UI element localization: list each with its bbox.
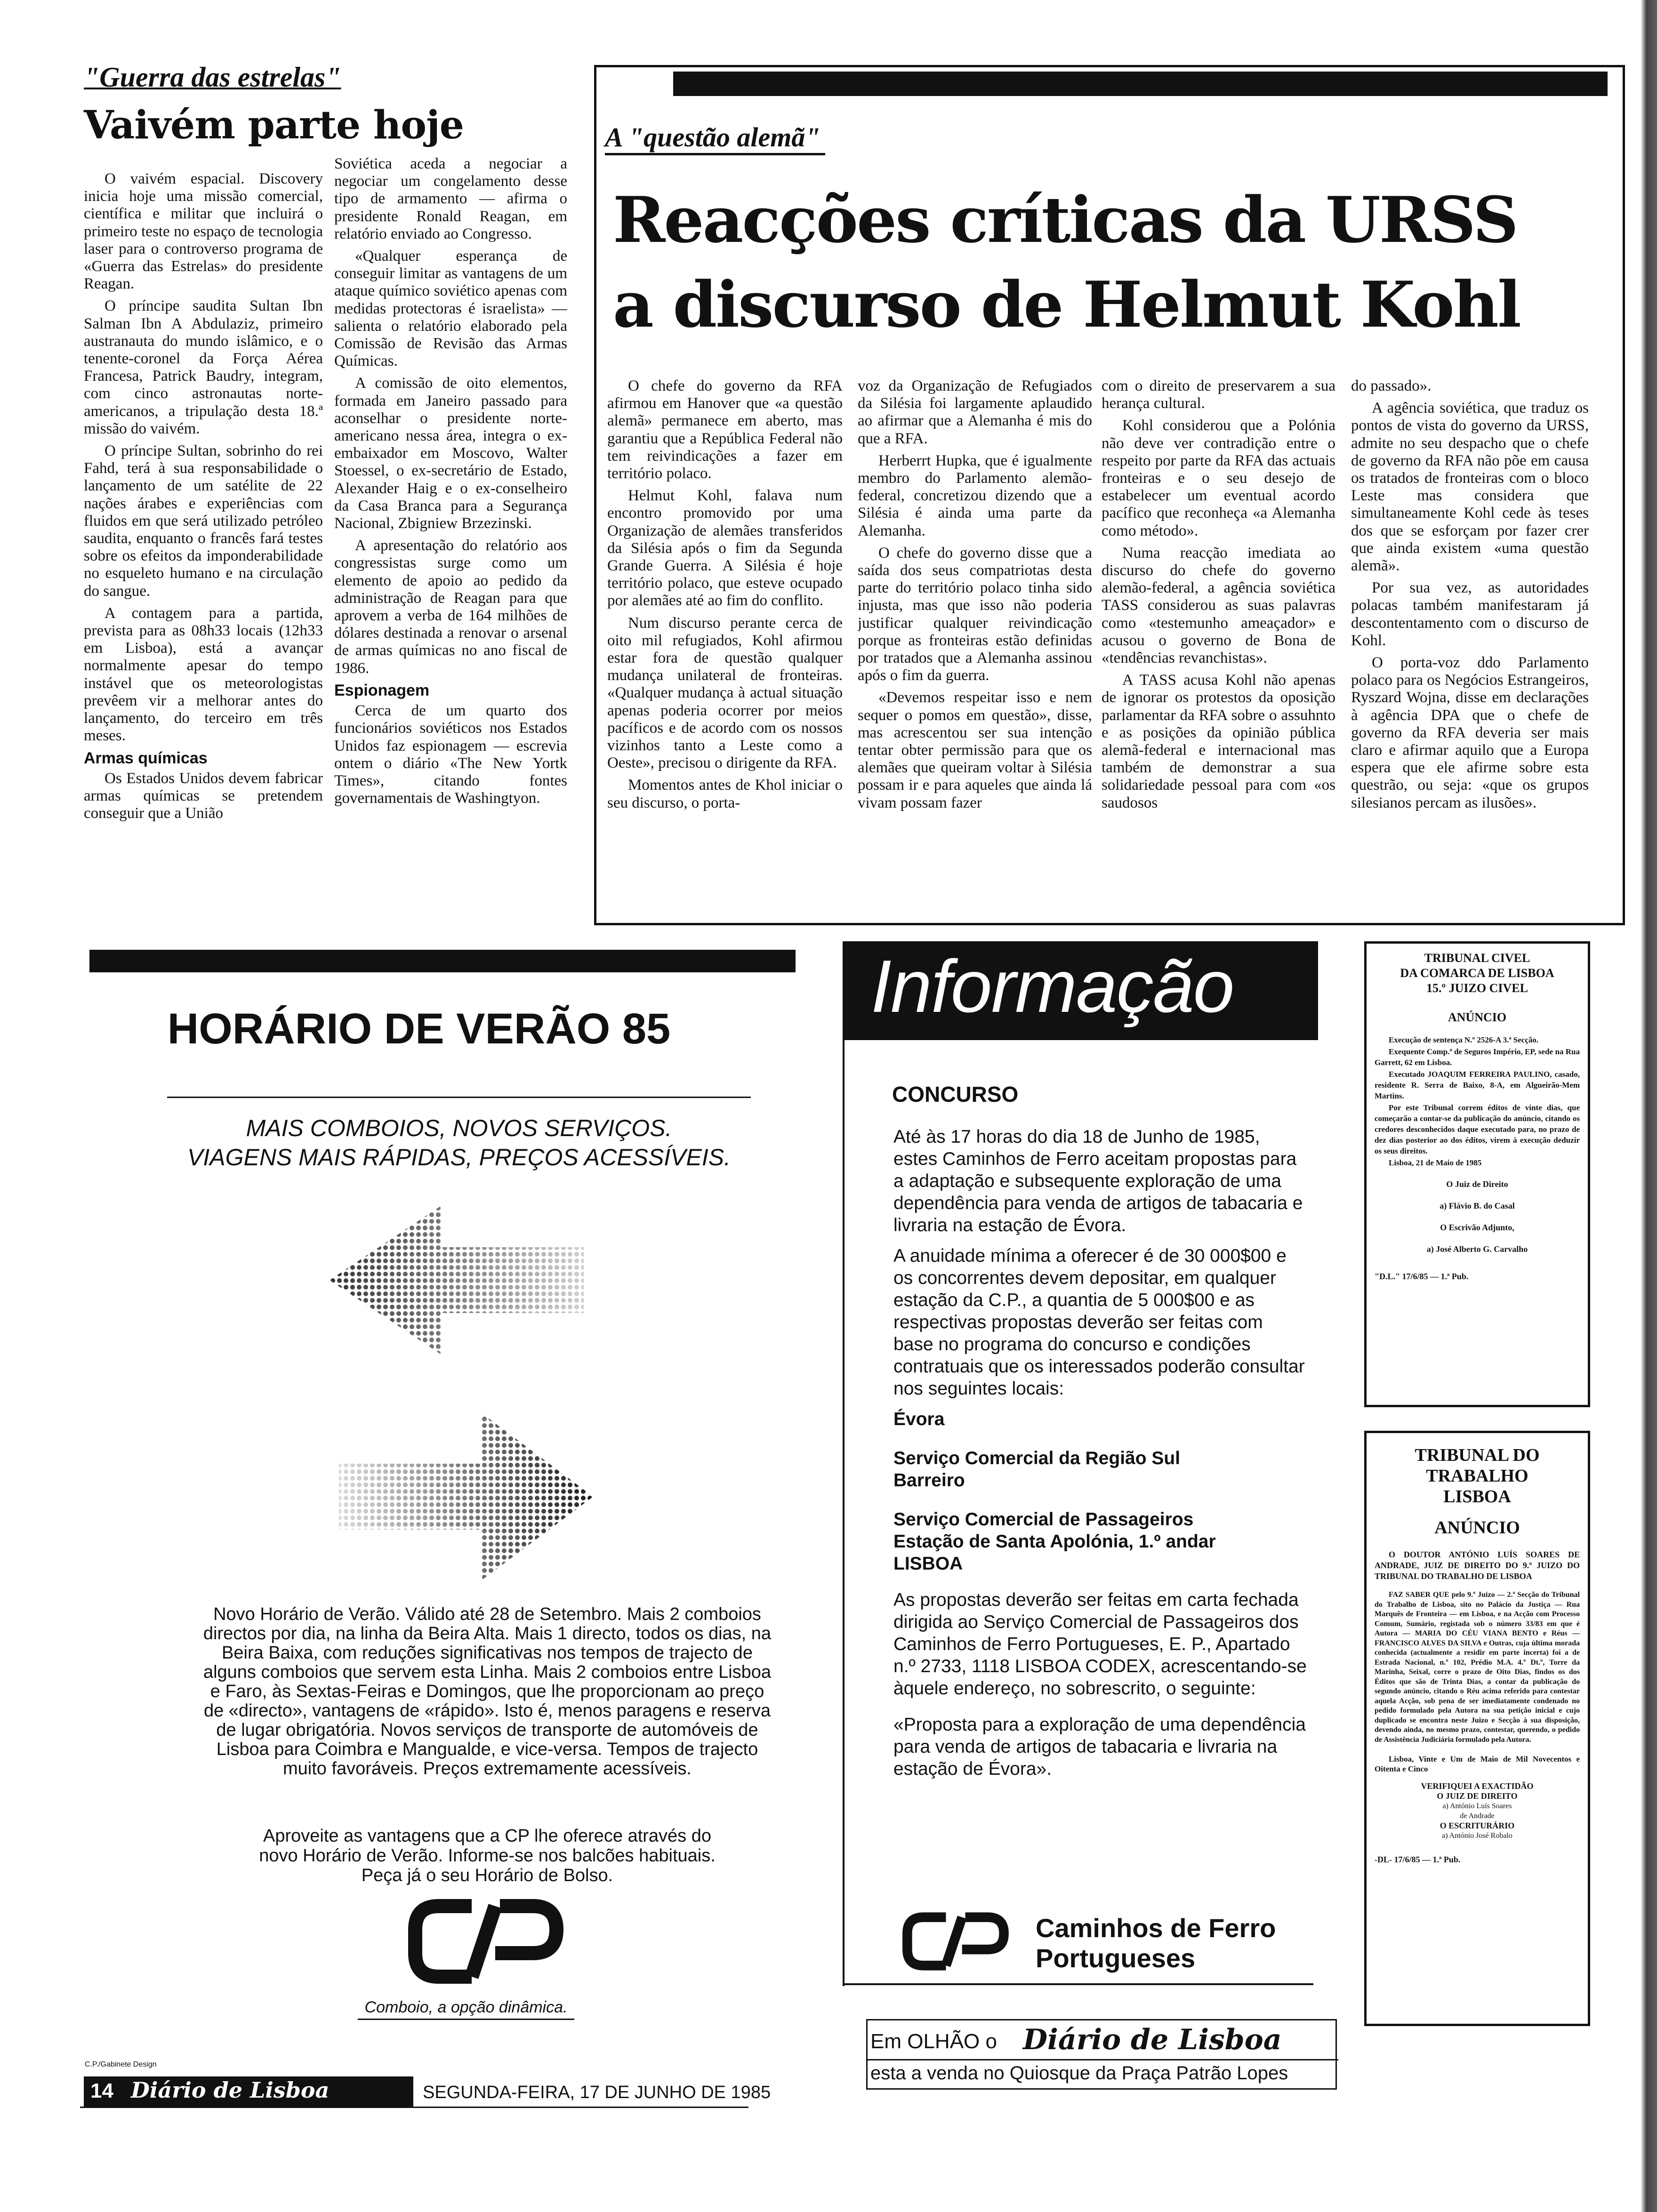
paragraph: Os Estados Unidos devem fabricar armas químicas se pretendem conseguir que a União bbox=[84, 769, 323, 822]
article1-col2 bbox=[334, 155, 567, 923]
paragraph: O chefe do governo da RFA afirmou em Hanover que «a questão alemã» permanece em aberto, mas garantiu que a República Federal não tem reivindicações a fazer em território polaco. bbox=[607, 377, 843, 482]
paragraph: Helmut Kohl, falava num encontro promovido por uma Organização de alemães transferidos da Silésia após o fim da Segunda Grande Guerra. A Silésia é hoje território polaco, que esteve ocupado por alemães até ao fim do conflito. bbox=[607, 487, 843, 609]
horario-title: HORÁRIO DE VERÃO 85 bbox=[167, 1005, 671, 1053]
cp-name-line1: Caminhos de Ferro bbox=[1036, 1913, 1276, 1943]
paragraph: Herberrt Hupka, que é igualmente membro do Parlamento alemão-federal, concretizou dizendo que a Silésia é ainda uma parte da Alemanha. bbox=[858, 452, 1092, 539]
footer-paper-name: Diário de Lisboa bbox=[131, 2077, 330, 2103]
horario-top-bar bbox=[89, 950, 796, 972]
notice2-court: TRIBUNAL DO bbox=[1415, 1445, 1540, 1465]
page-edge bbox=[1633, 0, 1657, 2212]
paragraph: A contagem para a partida, prevista para as 08h33 locais (12h33 em Lisboa), está a avançar normalmente apesar do tempo instável que os meteorologistas prevêem vir a melhorar antes do lançamento, do terceiro em três meses. bbox=[84, 604, 323, 745]
notice1-court-2: DA COMARCA DE LISBOA bbox=[1400, 966, 1554, 980]
article1-headline: Vaivém parte hoje bbox=[84, 103, 464, 148]
promo-text2: esta a venda no Quiosque da Praça Patrão Lopes bbox=[870, 2063, 1288, 2084]
paragraph: As propostas deverão ser feitas em carta fechada dirigida ao Serviço Comercial de Passageiros dos Caminhos de Ferro Portugueses, E. P., Apartado n.º 2733, 1118 LISBOA CODEX, acrescentando-se àquele endereço, no sobrescrito, o seguinte: bbox=[893, 1590, 1307, 1699]
paragraph: Por sua vez, as autoridades polacas também manifestaram já descontentamento com o discurso de Kohl. bbox=[1351, 579, 1589, 649]
paragraph: Kohl considerou que a Polónia não deve ver contradição entre o respeito por parte da RFA das actuais fronteiras e o seu desejo de estabelecer um eventual acordo pacífico que reconheça «a Alemanha como método». bbox=[1102, 417, 1335, 539]
horario-tagline1: MAIS COMBOIOS, NOVOS SERVIÇOS. bbox=[246, 1115, 672, 1141]
horario-tagline2: VIAGENS MAIS RÁPIDAS, PREÇOS ACESSÍVEIS. bbox=[187, 1144, 731, 1170]
notice1-pub: "D.L." 17/6/85 — 1.ª Pub. bbox=[1375, 1272, 1469, 1281]
subhead: Armas químicas bbox=[84, 749, 208, 767]
notice2-sig1-name-2: de Andrade bbox=[1460, 1812, 1495, 1820]
paragraph: do passado». bbox=[1351, 377, 1432, 394]
paragraph: Executado JOAQUIM FERREIRA PAULINO, casado, residente R. Serra de Baixo, 8-A, em Algueirão-Mem Martins. bbox=[1375, 1070, 1580, 1100]
left-arrow-icon bbox=[330, 1205, 584, 1355]
footer-rule bbox=[80, 2107, 748, 2108]
notice1-court: TRIBUNAL CIVEL bbox=[1424, 951, 1530, 965]
paragraph: com o direito de preservarem a sua herança cultural. bbox=[1102, 377, 1335, 412]
notice1-sig1-name: a) Flávio B. do Casal bbox=[1440, 1201, 1515, 1210]
notice2-verify: VERIFIQUEI A EXACTIDÃO bbox=[1421, 1781, 1534, 1791]
promo-underline bbox=[868, 2059, 1338, 2060]
paragraph: A comissão de oito elementos, formada em Janeiro passado para aconselhar o presidente norte-americano nessa área, integra o ex-embaixador em Moscovo, Walter Stoessel, o ex-secretário de Estado, Alexander Haig e o ex-conselheiro da Casa Branca para a Segurança Nacional, Zbigniew Brzezinski. bbox=[334, 375, 567, 532]
paragraph: Execução de sentença N.º 2526-A 3.ª Secção. bbox=[1389, 1035, 1539, 1044]
right-arrow-icon bbox=[339, 1412, 593, 1581]
cp-name-line2: Portugueses bbox=[1036, 1943, 1196, 1973]
paragraph: O príncipe saudita Sultan Ibn Salman Ibn A Abdulaziz, primeiro austranauta do mundo islâmico, e o tenente-coronel da Força Aérea Francesa, Patrick Baudry, integram, com cinco astronautas norte-americanos, a tripulação desta 18.ª missão do vaivém. bbox=[84, 297, 323, 437]
notice2-sig2-name: a) António José Robalo bbox=[1442, 1832, 1512, 1840]
article2-kicker: A "questão alemã" bbox=[605, 121, 825, 155]
informacao-banner bbox=[843, 941, 1318, 1040]
notice2-intro: O DOUTOR ANTÓNIO LUÍS SOARES DE ANDRADE, JUIZ DE DIREITO DO 9.º JUIZO DO TRIBUNAL DO TRABALHO DE LISBOA bbox=[1375, 1550, 1580, 1581]
informacao-body bbox=[893, 1126, 1308, 1788]
paragraph: «Devemos respeitar isso e nem sequer o pomos em questão», disse, mas acrescentou ser sua intenção tentar obter permissão para que os alemães que queiram voltar à Silésia possam ir e para aqueles que ainda lá vivam possam fazer bbox=[858, 689, 1092, 811]
notice2-sig2: O ESCRITURÁRIO bbox=[1440, 1821, 1515, 1830]
promo-text1: Em OLHÃO o bbox=[870, 2030, 997, 2053]
notice2-title: ANÚNCIO bbox=[1434, 1518, 1520, 1538]
horario-credit: C.P./Gabinete Design bbox=[85, 2060, 157, 2068]
location-barreiro-line2: Barreiro bbox=[893, 1470, 965, 1491]
article2-col4 bbox=[1351, 377, 1589, 919]
article1-col1 bbox=[84, 170, 323, 923]
notice1-inner bbox=[1375, 951, 1580, 1282]
paragraph: Exequente Comp.ª de Seguros Império, EP, sede na Rua Garrett, 62 em Lisboa. bbox=[1375, 1047, 1580, 1067]
notice2-sig1-name: a) António Luís Soares bbox=[1442, 1802, 1512, 1810]
location-lisboa-line3: LISBOA bbox=[893, 1554, 963, 1574]
paragraph: Cerca de um quarto dos funcionários soviéticos nos Estados Unidos faz espionagem — escrevia ontem o diário «The New Yortk Times», citando fontes governamentais de Washingtyon. bbox=[334, 702, 567, 807]
horario-body1: Novo Horário de Verão. Válido até 28 de Setembro. Mais 2 comboios directos por dia, na linha da Beira Alta. Mais 1 directo, todos os dias, na Beira Baixa, com reduções significativas nos tempos de trajecto de alguns comboios que servem esta Linha. Mais 2 comboios entre Lisboa e Faro, às Sextas-Feiras e Domingos, que lhe proporcionam ao preço de «directo», vantagens de «rápido». Isto é, menos paragens e reserva de lugar obrigatória. Novos serviços de transporte de automóveis de Lisboa para Coimbra e Mangualde, e vice-versa. Tempos de trajecto muito favoráveis. Preços extremamente acessíveis. bbox=[203, 1604, 772, 1779]
promo-logo: Diário de Lisboa bbox=[1023, 2023, 1282, 2056]
location-lisboa-line2: Estação de Santa Apolónia, 1.º andar bbox=[893, 1531, 1216, 1552]
paragraph: voz da Organização de Refugiados da Silésia foi largamente aplaudido ao afirmar que a Alemanha é mis do que a RFA. bbox=[858, 377, 1092, 447]
promo-box bbox=[866, 2019, 1337, 2090]
paragraph: Lisboa, 21 de Maio de 1985 bbox=[1389, 1158, 1482, 1167]
paragraph: «Qualquer esperança de conseguir limitar as vantagens de um ataque químico soviético apenas com medidas protectoras é israelista» — salienta o relatório elaborado pela Comissão de Revisão das Armas Químicas. bbox=[334, 248, 567, 370]
article2-col3 bbox=[1102, 377, 1335, 919]
article2-col1 bbox=[607, 377, 843, 919]
notice2-date: Lisboa, Vinte e Um de Maio de Mil Novecentos e Oitenta e Cinco bbox=[1375, 1755, 1580, 1773]
horario-rule bbox=[167, 1097, 751, 1098]
notice2-court-2: TRABALHO bbox=[1426, 1466, 1528, 1486]
notice2-inner bbox=[1375, 1445, 1580, 1865]
informacao-bottom-border bbox=[843, 1983, 1313, 1985]
informacao-left-border bbox=[843, 1040, 845, 1986]
notice2-pub: -DL- 17/6/85 — 1.ª Pub. bbox=[1375, 1855, 1461, 1864]
article2-top-bar bbox=[673, 72, 1608, 96]
notice1-court-3: 15.º JUIZO CIVEL bbox=[1426, 981, 1528, 995]
paragraph: Numa reacção imediata ao discurso do chefe do governo alemão-federal, a agência soviética TASS considerou as suas palavras como «testemunho ameaçador» e acusou o governo de Bona de «tendências revanchistas». bbox=[1102, 544, 1335, 667]
notice1-sig2-name: a) José Alberto G. Carvalho bbox=[1426, 1244, 1528, 1254]
notice1-title: ANÚNCIO bbox=[1448, 1010, 1507, 1024]
paragraph: Soviética aceda a negociar a negociar um congelamento desse tipo de armamento — afirma o presidente Ronald Reagan, em relatório enviado ao Congresso. bbox=[334, 155, 567, 242]
informacao-heading: CONCURSO bbox=[892, 1082, 1019, 1106]
paragraph: O príncipe Sultan, sobrinho do rei Fahd, terá à sua responsabilidade o lançamento de um satélite de 22 nações árabes e experiências com fluidos em que será utilizado petróleo saudita, enquanto o francês fará testes sobre os efeitos da imponderabilidade no esqueleto humano e na circulação do sangue. bbox=[84, 442, 323, 600]
paragraph: Até às 17 horas do dia 18 de Junho de 1985, estes Caminhos de Ferro aceitam propostas para a adaptação e subsequente exploração de uma dependência para venda de artigos de tabacaria e livraria na estação de Évora. bbox=[893, 1127, 1303, 1235]
cp-logo-small bbox=[897, 1911, 1014, 1972]
location-barreiro-line1: Serviço Comercial da Região Sul bbox=[893, 1448, 1181, 1468]
paragraph: Por este Tribunal correm éditos de vinte dias, que começarão a contar-se da publicação do anúncio, citando os credores desconhecidos daque executado para, no prazo de dez dias posterior ao dos éditos, virem à execução deduzir os seus direitos. bbox=[1375, 1103, 1580, 1155]
article2-headline-line2: a discurso de Helmut Kohl bbox=[613, 267, 1520, 342]
notice2-court-3: LISBOA bbox=[1443, 1487, 1511, 1507]
paragraph: Momentos antes de Khol iniciar o seu discurso, o porta- bbox=[607, 777, 843, 811]
footer-date: SEGUNDA-FEIRA, 17 DE JUNHO DE 1985 bbox=[423, 2083, 771, 2102]
horario-body2: Aproveite as vantagens que a CP lhe oferece através do novo Horário de Verão. Informe-se nos balcões habituais. Peça já o seu Horário de Bolso. bbox=[259, 1826, 716, 1885]
informacao-title: Informação bbox=[871, 945, 1234, 1028]
paragraph: A apresentação do relatório aos congressistas surge como um elemento de apoio ao pedido da administração de Reagan para que aprovem a verba de 164 milhões de dólares destinada a renovar o arsenal de armas químicas no ano fiscal de 1986. bbox=[334, 537, 567, 677]
location-evora: Évora bbox=[893, 1409, 945, 1429]
article2-col2 bbox=[858, 377, 1092, 919]
paragraph: A agência soviética, que traduz os pontos de vista do governo da URSS, admite no seu despacho que o chefe de governo da RFA não põe em causa os tratados de fronteiras com o bloco Leste mas considera que simultaneamente Kohl cede às teses dos que se esforçam por fazer crer que ainda existem «uma questão alemã». bbox=[1351, 400, 1589, 575]
paragraph: O chefe do governo disse que a saída dos seus compatriotas desta parte do território polaco tinha sido injusta, mas que isso não poderia justificar qualquer reivindicação porque as fronteiras estão definidas por tratados que a Alemanha assinou após o fim da guerra. bbox=[858, 544, 1092, 684]
location-lisboa-line1: Serviço Comercial de Passageiros bbox=[893, 1509, 1194, 1530]
paragraph: Num discurso perante cerca de oito mil refugiados, Kohl afirmou estar fora de questão qualquer mudança unilateral de fronteiras. «Qualquer mudança à actual situação apenas poderia ocorrer por meios pacíficos e de acordo com os nossos vizinhos tanto a Leste como a Oeste», precisou o dirigente da RFA. bbox=[607, 614, 843, 772]
article2-headline-line1: Reacções críticas da URSS bbox=[613, 183, 1517, 257]
notice2-body: FAZ SABER QUE pelo 9.º Juizo — 2.ª Secção do Tribunal do Trabalho de Lisboa, sito no Palácio da Justiça — Rua Marquês de Fronteira — em Lisboa, e na Acção com Processo Comum, Sumário, registada sob o número 33/83 em que é Autora — MARIA DO CÉU VIANA BENTO e Réus — FRANCISCO ALVES DA SILVA e Outras, cuja última morada conhecida (actualmente a residir em parte incerta) foi a de Estrada Nacional, n.º 102, Prédio M.A. 4.º Dt.º, Torre da Marinha, Seixal, corre o prazo de Oito Dias, findos os dos Éditos que são de Trinta Dias, a contar da publicação do segundo anúncio, citando o Réu acima referido para contestar aquela Acção, sob pena de ser imediatamente condenado no pedido formulado pela Autora na sua petição inicial e cujo duplicado se encontra neste Juizo e Secção à sua disposição, devendo ainda, no mesmo prazo, contestar, querendo, o pedido de Assistência Judiciária formulado pela Autora. bbox=[1375, 1591, 1580, 1744]
paragraph: A anuidade mínima a oferecer é de 30 000$00 e os concorrentes devem depositar, em qualquer estação da C.P., a quantia de 5 000$00 e as respectivas propostas deverão ser feitas com base no programa do concurso e condições contratuais que os interessados poderão consultar nos seguintes locais: bbox=[893, 1246, 1305, 1399]
notice2-sig1: O JUIZ DE DIREITO bbox=[1437, 1791, 1518, 1801]
subhead: Espionagem bbox=[334, 681, 430, 699]
footer-paper-box bbox=[121, 2076, 413, 2107]
paragraph: O vaivém espacial. Discovery inicia hoje uma missão comercial, científica e militar que incluirá o primeiro teste no espaço de tecnologia laser para o controverso programa de «Guerra das Estrelas» do presidente Reagan. bbox=[84, 170, 323, 293]
page-number: 14 bbox=[90, 2079, 113, 2102]
paragraph: «Proposta para a exploração de uma dependência para venda de artigos de tabacaria e livraria na estação de Évora». bbox=[893, 1715, 1306, 1779]
notice1-body bbox=[1375, 1034, 1580, 1168]
arrows-graphic bbox=[330, 1205, 593, 1581]
notice1-sig1: O Juiz de Direito bbox=[1446, 1179, 1508, 1189]
horario-slogan: Comboio, a opção dinâmica. bbox=[358, 1998, 574, 2020]
paragraph: O porta-voz ddo Parlamento polaco para os Negócios Estrangeiros, Ryszard Wojna, disse em declarações à agência DPA que o chefe de governo da RFA deveria ser mais claro e afirmar aquilo que a Europa espera que ele afirme sobre esta questrão, ou seja: «que os grupos silesianos percam as ilusões». bbox=[1351, 654, 1589, 811]
paragraph: A TASS acusa Kohl não apenas de ignorar os protestos da oposição parlamentar da RFA sobre o assuhnto e as posições da opinião pública alemã-federal e internacional mas também de demonstrar a sua solidariedade pessoal para com «os saudosos bbox=[1102, 672, 1335, 811]
notice1-sig2: O Escrivão Adjunto, bbox=[1440, 1223, 1514, 1232]
cp-logo bbox=[401, 1897, 571, 1986]
footer-page-box bbox=[84, 2076, 121, 2107]
article1-kicker: "Guerra das estrelas" bbox=[84, 62, 341, 93]
